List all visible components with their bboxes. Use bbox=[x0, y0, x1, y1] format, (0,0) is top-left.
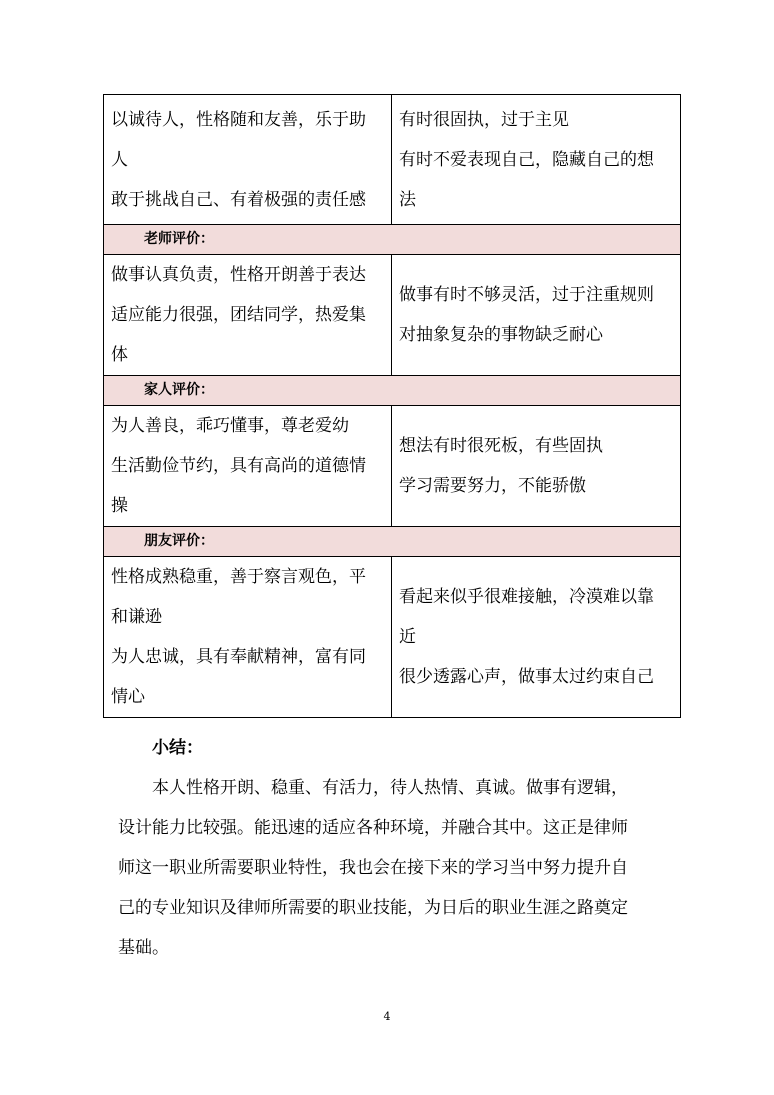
text-line: 为人善良，乖巧懂事，尊老爱幼 bbox=[111, 416, 349, 436]
text-line: 学习需要努力，不能骄傲 bbox=[399, 476, 586, 496]
teacher-weaknesses-cell bbox=[392, 255, 681, 376]
friend-strengths-cell bbox=[104, 557, 392, 718]
teacher-evaluation-title: 老师评价： bbox=[104, 225, 681, 255]
text-line: 以诚待人，性格随和友善，乐于助 bbox=[111, 109, 366, 130]
text-line: 法 bbox=[399, 189, 416, 210]
evaluation-table bbox=[103, 94, 681, 718]
summary-heading: 小结： bbox=[152, 738, 203, 758]
text-line: 看起来似乎很难接触，冷漠难以靠 bbox=[399, 587, 654, 607]
self-strengths-cell bbox=[104, 95, 392, 225]
family-evaluation-header-row bbox=[104, 376, 681, 406]
summary-paragraph bbox=[118, 768, 693, 968]
self-evaluation-row bbox=[104, 95, 681, 225]
text-line: 生活勤俭节约，具有高尚的道德情 bbox=[111, 456, 366, 476]
teacher-evaluation-header-row bbox=[104, 225, 681, 255]
summary-line: 师这一职业所需要职业特性，我也会在接下来的学习当中努力提升自 bbox=[118, 858, 628, 878]
text-line: 体 bbox=[111, 345, 128, 365]
self-weaknesses-cell bbox=[392, 95, 681, 225]
friend-evaluation-title: 朋友评价： bbox=[104, 527, 681, 557]
text-line: 操 bbox=[111, 496, 128, 516]
friend-evaluation-header-row bbox=[104, 527, 681, 557]
text-line: 人 bbox=[111, 149, 128, 170]
family-strengths-cell bbox=[104, 406, 392, 527]
text-line: 适应能力很强，团结同学，热爱集 bbox=[111, 305, 366, 325]
text-line: 近 bbox=[399, 627, 416, 647]
teacher-evaluation-row bbox=[104, 255, 681, 376]
text-line: 为人忠诚，具有奉献精神，富有同 bbox=[111, 647, 366, 667]
summary-line: 设计能力比较强。能迅速的适应各种环境，并融合其中。这正是律师 bbox=[118, 818, 628, 838]
text-line: 情心 bbox=[111, 687, 145, 707]
text-line: 做事有时不够灵活，过于注重规则 bbox=[399, 285, 654, 305]
text-line: 性格成熟稳重，善于察言观色，平 bbox=[111, 567, 366, 587]
text-line: 很少透露心声，做事太过约束自己 bbox=[399, 667, 654, 687]
family-evaluation-title: 家人评价： bbox=[104, 376, 681, 406]
summary-line: 基础。 bbox=[118, 938, 169, 958]
friend-evaluation-row bbox=[104, 557, 681, 718]
friend-weaknesses-cell bbox=[392, 557, 681, 718]
teacher-strengths-cell bbox=[104, 255, 392, 376]
text-line: 有时不爱表现自己，隐藏自己的想 bbox=[399, 149, 654, 170]
text-line: 做事认真负责，性格开朗善于表达 bbox=[111, 265, 366, 285]
family-weaknesses-cell bbox=[392, 406, 681, 527]
text-line: 有时很固执，过于主见 bbox=[399, 109, 569, 130]
text-line: 对抽象复杂的事物缺乏耐心 bbox=[399, 325, 603, 345]
family-evaluation-row bbox=[104, 406, 681, 527]
text-line: 想法有时很死板，有些固执 bbox=[399, 436, 603, 456]
summary-line: 本人性格开朗、稳重、有活力，待人热情、真诚。做事有逻辑， bbox=[118, 778, 628, 798]
page-number: 4 bbox=[383, 1010, 391, 1023]
text-line: 敢于挑战自己、有着极强的责任感 bbox=[111, 189, 366, 210]
summary-line: 己的专业知识及律师所需要的职业技能，为日后的职业生涯之路奠定 bbox=[118, 898, 628, 918]
text-line: 和谦逊 bbox=[111, 607, 162, 627]
